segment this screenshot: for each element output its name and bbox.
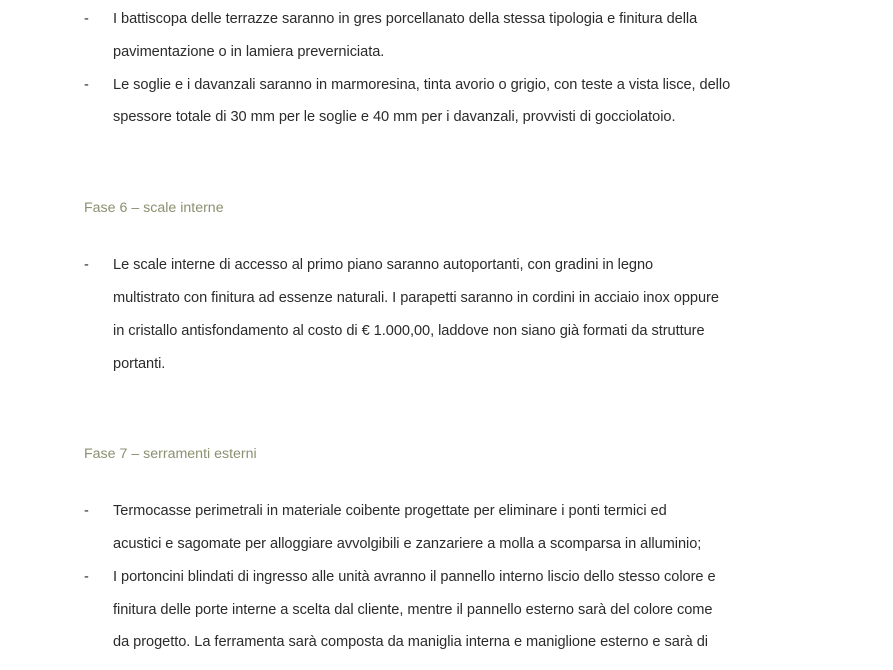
list-item-line: multistrato con finitura ad essenze naturali. I parapetti saranno in cordini in acciaio inox oppure bbox=[113, 290, 719, 306]
section-heading-fase-6: Fase 6 – scale interne bbox=[84, 200, 224, 216]
list-bullet: - bbox=[84, 77, 89, 93]
list-item-line: Termocasse perimetrali in materiale coibente progettate per eliminare i ponti termici ed bbox=[113, 503, 667, 519]
list-item-line: I battiscopa delle terrazze saranno in gres porcellanato della stessa tipologia e finitura della bbox=[113, 11, 698, 27]
list-item-line: Le soglie e i davanzali saranno in marmoresina, tinta avorio o grigio, con teste a vista lisce, dello bbox=[113, 77, 731, 93]
section-heading-fase-7: Fase 7 – serramenti esterni bbox=[84, 446, 257, 462]
list-item-line: in cristallo antisfondamento al costo di € 1.000,00, laddove non siano già formati da strutture bbox=[113, 323, 705, 339]
list-item-line: finitura delle porte interne a scelta dal cliente, mentre il pannello esterno sarà del colore come bbox=[113, 602, 713, 618]
list-bullet: - bbox=[84, 257, 89, 273]
list-item-line: Le scale interne di accesso al primo piano saranno autoportanti, con gradini in legno bbox=[113, 257, 654, 273]
list-bullet: - bbox=[84, 569, 89, 585]
list-bullet: - bbox=[84, 11, 89, 27]
list-item-line: portanti. bbox=[113, 356, 166, 372]
list-item-line: spessore totale di 30 mm per le soglie e 40 mm per i davanzali, provvisti di gocciolatoio. bbox=[113, 109, 676, 125]
list-item-line: I portoncini blindati di ingresso alle unità avranno il pannello interno liscio dello stesso colore e bbox=[113, 569, 716, 585]
list-item-line: pavimentazione o in lamiera preverniciata. bbox=[113, 44, 385, 60]
list-item-line: acustici e sagomate per alloggiare avvolgibili e zanzariere a molla a scomparsa in alluminio; bbox=[113, 536, 702, 552]
list-bullet: - bbox=[84, 503, 89, 519]
list-item-line: da progetto. La ferramenta sarà composta da maniglia interna e maniglione esterno e sarà di bbox=[113, 634, 708, 650]
